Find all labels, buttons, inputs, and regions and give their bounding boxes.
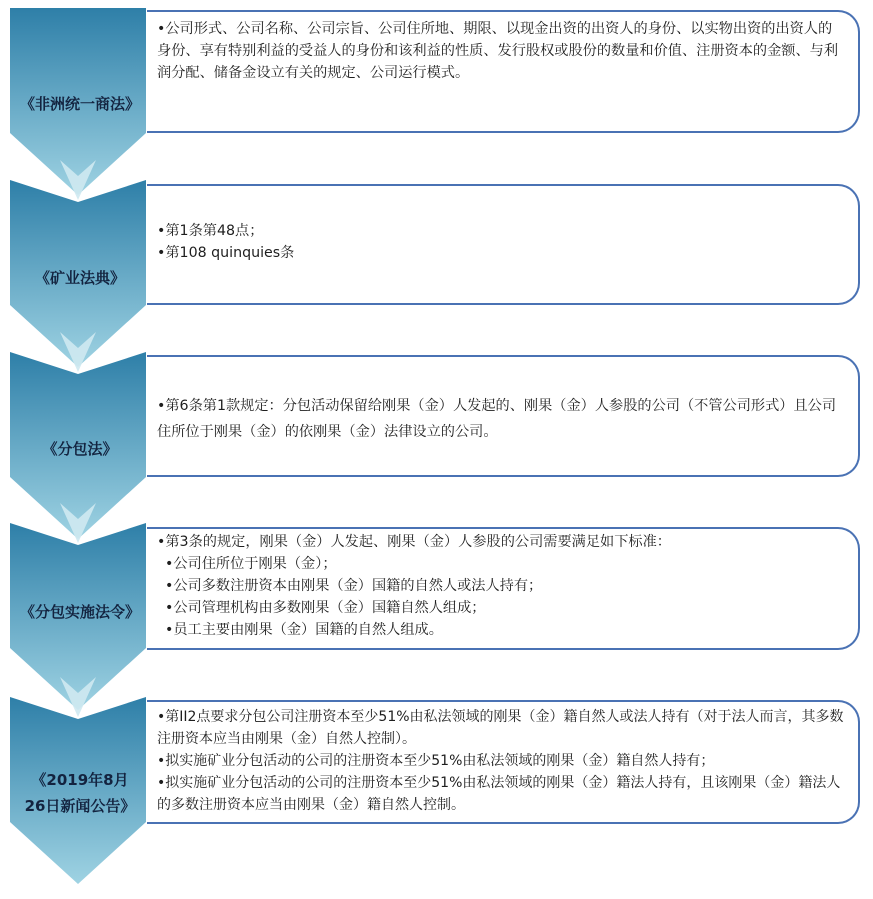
law-label-text: 《矿业法典》	[34, 269, 125, 287]
bullet-text: •公司形式、公司名称、公司宗旨、公司住所地、期限、以现金出资的出资人的身份、以实物出资的出资人的身份、享有特别利益的受益人的身份和该利益的性质、发行股权或股份的数量和价值、注册资本的金额、与利润分配、储备金设立有关的规定、公司运行模式。	[157, 21, 839, 81]
bullet-text: •公司住所位于刚果（金）；	[165, 556, 337, 572]
law-label-text: 《分包实施法令》	[19, 603, 140, 621]
bullet-text: •员工主要由刚果（金）国籍的自然人组成。	[165, 622, 443, 638]
requirements-box-ohada	[147, 10, 860, 133]
law-label-press-release	[0, 767, 160, 819]
bullet-text: •拟实施矿业分包活动的公司的注册资本至少51%由私法领域的刚果（金）籍法人持有，且该刚果（金）籍法人的多数注册资本应当由刚果（金）籍自然人控制。	[157, 775, 841, 813]
law-label-subcontracting-law	[0, 436, 160, 462]
bullet-text: •第II2点要求分包公司注册资本至少51%由私法领域的刚果（金）籍自然人或法人持有（对于法人而言，其多数注册资本应当由刚果（金）自然人控制）。	[157, 709, 844, 747]
law-label-text: 《分包法》	[42, 440, 118, 458]
law-label-text: 《非洲统一商法》	[19, 95, 140, 113]
law-label-ohada	[0, 91, 160, 117]
bullet-text: •第108 quinquies条	[157, 245, 295, 261]
law-label-text: 《2019年8月	[31, 771, 129, 789]
bullet-text: •公司管理机构由多数刚果（金）国籍自然人组成；	[165, 600, 486, 616]
law-label-text: 26日新闻公告》	[24, 797, 136, 815]
bullet-intro: •第3条的规定，刚果（金）人发起、刚果（金）人参股的公司需要满足如下标准：	[157, 534, 671, 550]
requirements-box-subcontracting-law	[147, 355, 860, 477]
law-label-mining-code	[0, 265, 160, 291]
law-label-implementing-decree	[0, 599, 160, 625]
requirements-box-implementing-decree	[147, 527, 860, 650]
bullet-text: •公司多数注册资本由刚果（金）国籍的自然人或法人持有；	[165, 578, 543, 594]
bullet-text: •第6条第1款规定：分包活动保留给刚果（金）人发起的、刚果（金）人参股的公司（不管公司形式）且公司住所位于刚果（金）的依刚果（金）法律设立的公司。	[157, 398, 837, 440]
requirements-box-mining-code	[147, 184, 860, 305]
requirements-box-press-release	[147, 700, 860, 824]
bullet-text: •第1条第48点；	[157, 223, 264, 239]
bullet-text: •拟实施矿业分包活动的公司的注册资本至少51%由私法领域的刚果（金）籍自然人持有；	[157, 753, 715, 769]
